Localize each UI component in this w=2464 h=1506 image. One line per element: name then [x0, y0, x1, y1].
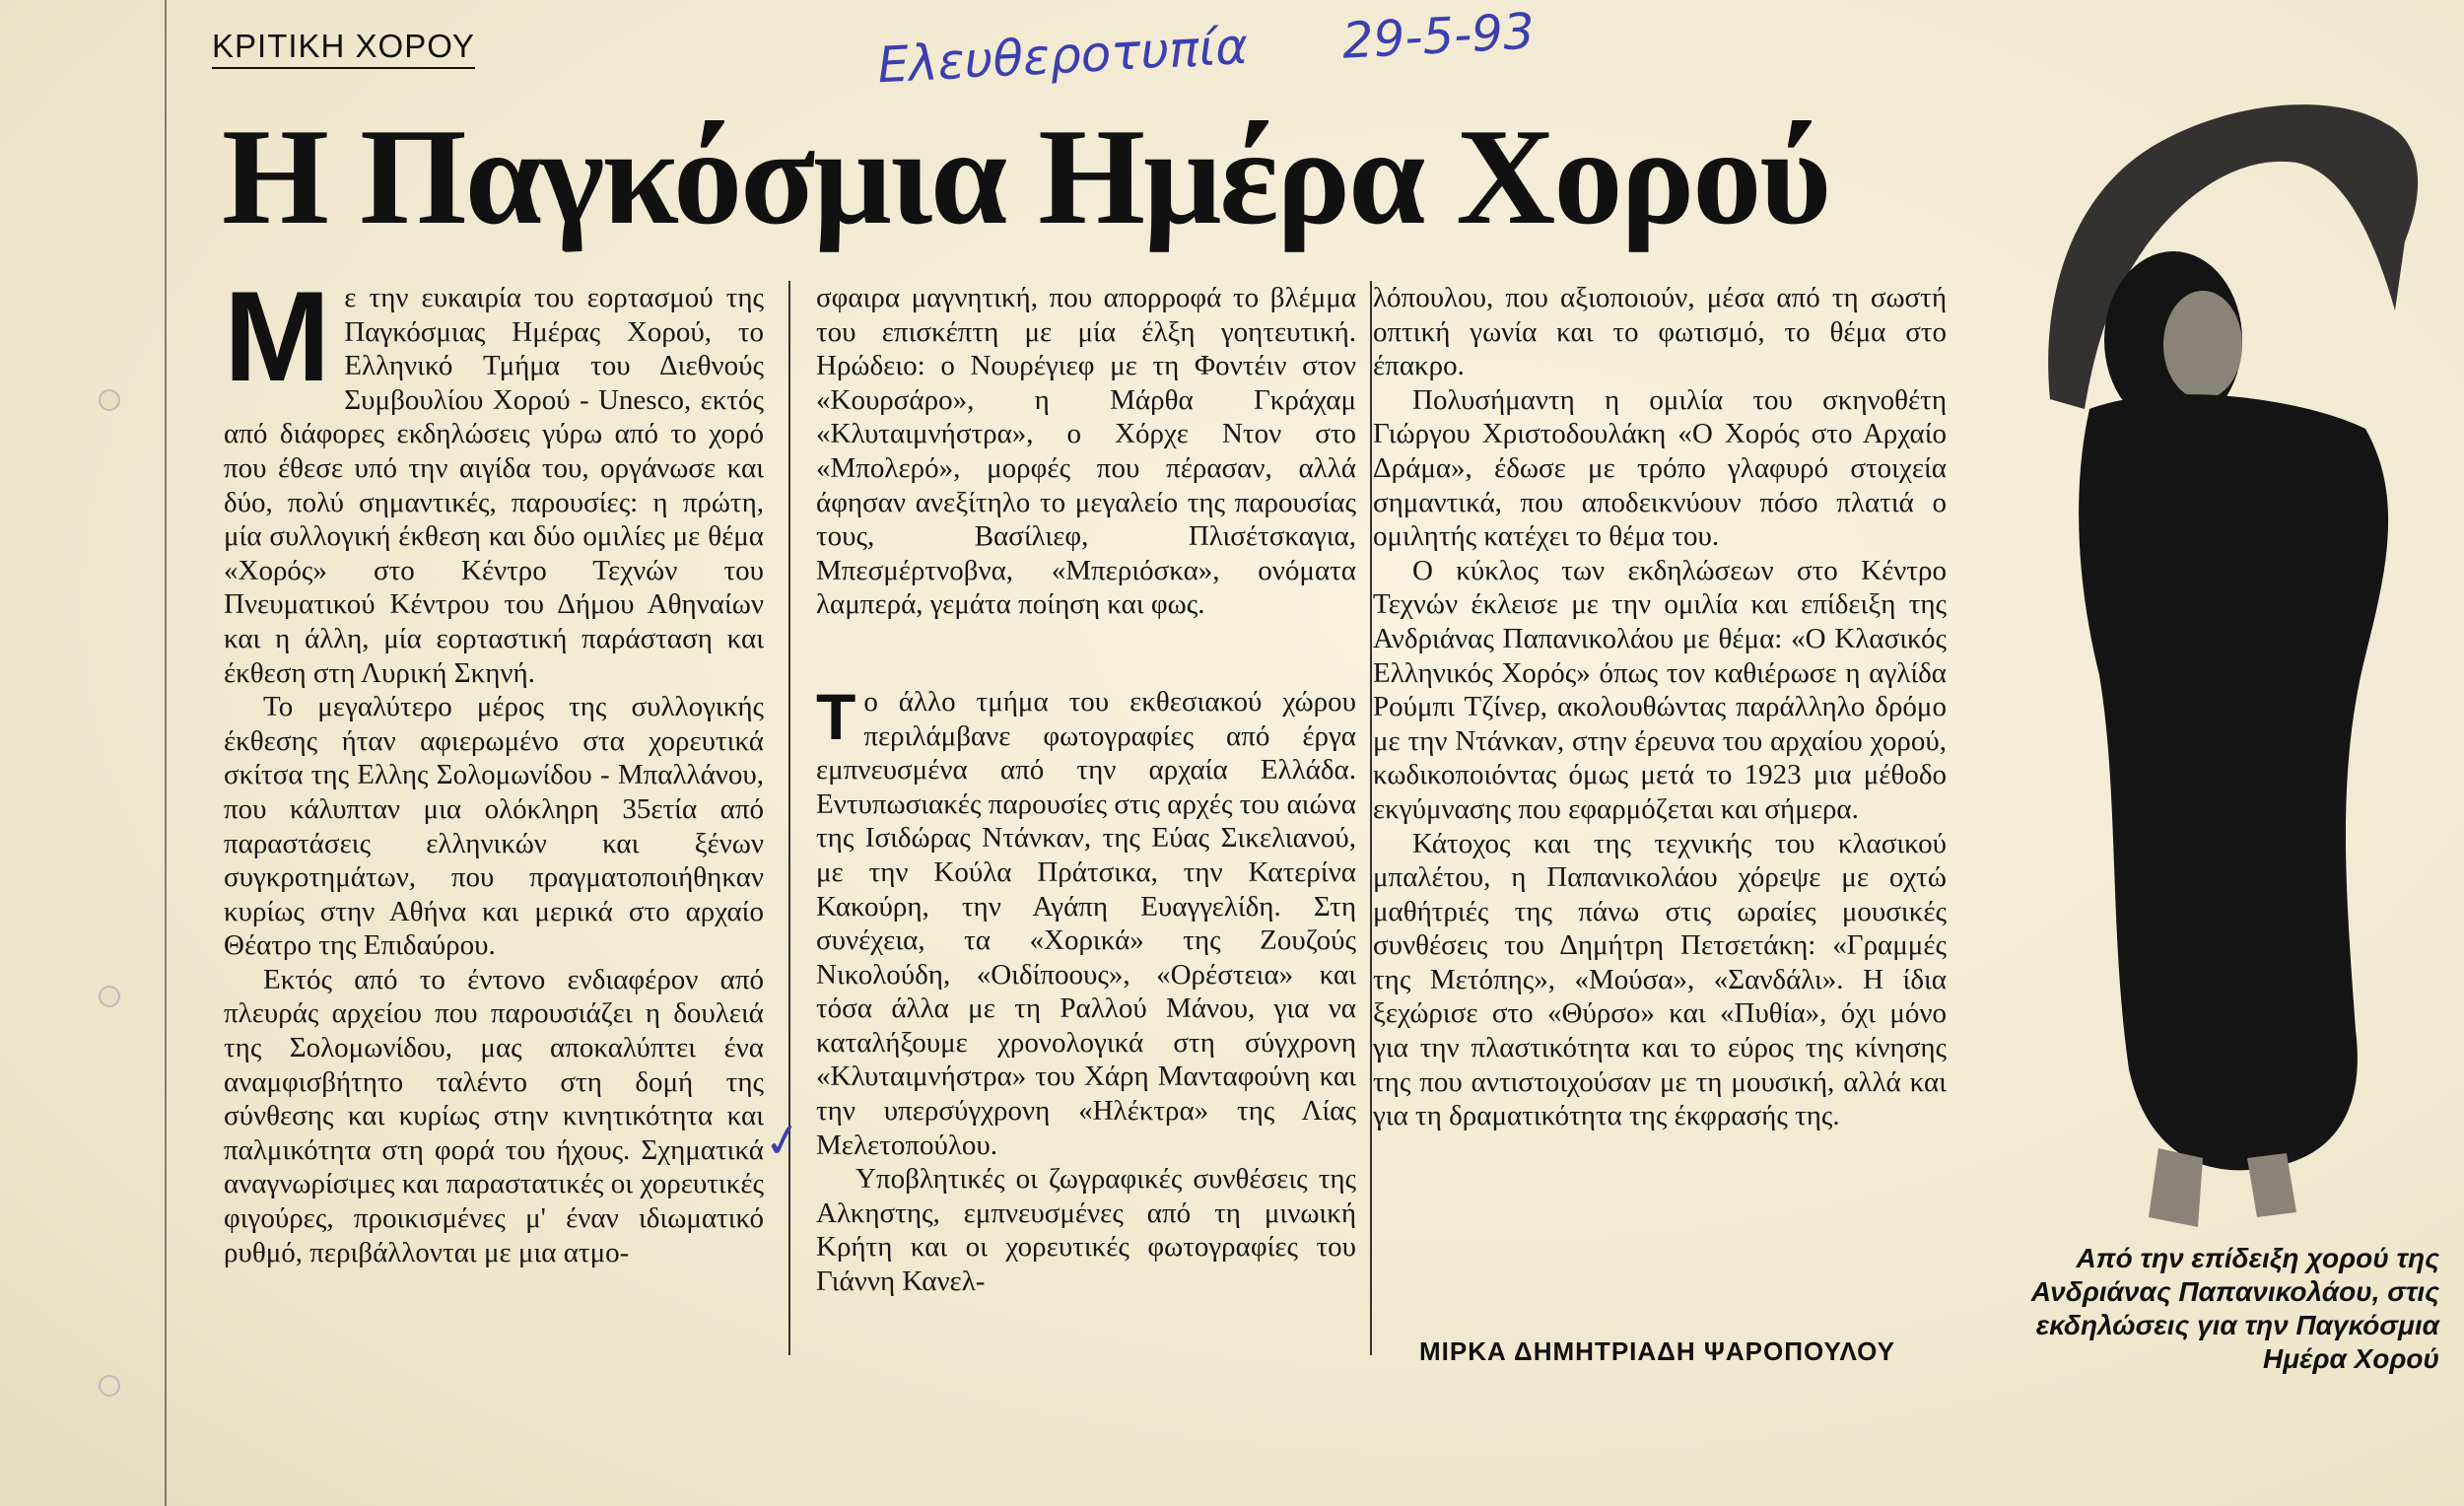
handwritten-source: Ελευθεροτυπία	[875, 17, 1250, 95]
paragraph: Εκτός από το έντονο ενδιαφέρον από πλευράς αρχείου που παρουσιάζει η δουλειά της Σολομωνίδου, μας αποκαλύπτει ένα αναμφισβήτητο ταλέντο στη δομή της σύνθεσης και κυρίως στην κινητικότητα και παλμικότητα στη φορά του ήχους. Σχηματικά αναγνωρίσιμες και παραστατικές οι χορευτικές φιγούρες, προικισμένες μ' έναν ιδιωματικό ρυθμό, περιβάλλονται με μια ατμο-	[224, 963, 764, 1268]
punch-hole	[99, 986, 120, 1007]
column-rule	[1370, 281, 1372, 1355]
article-column-2	[816, 281, 1356, 1299]
dancer-photo	[2011, 84, 2444, 1266]
section-label: ΚΡΙΤΙΚΗ ΧΟΡΟΥ	[212, 28, 475, 69]
punch-hole	[99, 389, 120, 411]
article-headline: Η Παγκόσμια Ημέρα Χορού	[222, 101, 1829, 253]
punch-hole	[99, 1375, 120, 1397]
paragraph: Με την ευκαιρία του εορτασμού της Παγκόσμιας Ημέρας Χορού, το Ελληνικό Τμήμα του Διεθνούς Συμβουλίου Χορού - Unesco, εκτός από διάφορες εκδηλώσεις γύρω από το χορό που έθεσε υπό την αιγίδα του, οργάνωσε και δύο, πολύ σημαντικές, παρουσίες: η πρώτη, μία συλλογική έκθεση και δύο ομιλίες με θέμα «Χορός» στο Κέντρο Τεχνών του Πνευματικού Κέντρου του Δήμου Αθηναίων και η άλλη, μία εορταστική παράσταση και έκθεση στη Λυρική Σκηνή.	[224, 264, 764, 689]
handwritten-check-mark: ✓	[759, 1111, 806, 1170]
handwritten-date: 29-5-93	[1340, 2, 1537, 70]
paragraph: λόπουλου, που αξιοποιούν, μέσα από τη σωστή οπτική γωνία και το φωτισμό, το θέμα στο έπακρο.	[1373, 282, 1947, 382]
drop-cap: Τ	[816, 679, 856, 753]
paragraph: Πολυσήμαντη η ομιλία του σκηνοθέτη Γιώργου Χριστοδουλάκη «Ο Χορός στο Αρχαίο Δράμα», έδωσε με τρόπο γλαφυρό στοιχεία σημαντικά, που αποδεικνύουν πόσο πλατιά ο ομιλητής κατέχει το θέμα του.	[1373, 383, 1947, 553]
column-rule	[788, 281, 790, 1355]
paragraph: Ο κύκλος των εκδηλώσεων στο Κέντρο Τεχνών έκλεισε με την ομιλία και επίδειξη της Ανδριάνας Παπανικολάου με θέμα: «Ο Κλασικός Ελληνικός Χορός» όπως τον καθιέρωσε η αγλίδα Ρούμπι Τζίνερ, ακολουθώντας παράλληλο δρόμο με την Ντάνκαν, στην έρευνα του αρχαίου χορού, κωδικοποιόντας όμως μετά το 1923 μια μέθοδο εκγύμνασης που εφαρμόζεται και σήμερα.	[1373, 554, 1947, 825]
paragraph: Κάτοχος και της τεχνικής του κλασικού μπαλέτου, η Παπανικολάου χόρεψε με οχτώ μαθήτριές της πάνω στις ωραίες μουσικές συνθέσεις του Δημήτρη Πετσετάκη: «Γραμμές της Μετόπης», «Μούσα», «Σανδάλι». Η ίδια ξεχώρισε στο «Θύρσο» και «Πυθία», όχι μόνο για την πλαστικότητα και το εύρος της κίνησης της που αντιστοιχούσαν με τη μουσική, αλλά και για τη δραματικότητα της έκφρασής της.	[1373, 827, 1947, 1132]
paragraph: Το μεγαλύτερο μέρος της συλλογικής έκθεσης ήταν αφιερωμένο στα χορευτικά σκίτσα της Ελλης Σολομωνίδου - Μπαλλάνου, που κάλυπταν μια ολόκληρη 35ετία από παραστάσεις ελληνικών και ξένων συγκροτημάτων, που πραγματοποιήθηκαν κυρίως στην Αθήνα και μερικά στο αρχαίο Θέατρο της Επιδαύρου.	[224, 691, 764, 962]
photo-caption: Από την επίδειξη χορού της Ανδριάνας Παπανικολάου, στις εκδηλώσεις για την Παγκόσμια Ημέρα Χορού	[2030, 1243, 2439, 1374]
paragraph: Υποβλητικές οι ζωγραφικές συνθέσεις της Αλκηστης, εμπνευσμένες από τη μινωική Κρήτη και οι χορευτικές φωτογραφίες του Γιάννη Κανελ-	[816, 1163, 1356, 1298]
paragraph: Το άλλο τμήμα του εκθεσιακού χώρου περιλάμβανε φωτογραφίες από έργα εμπνευσμένα από την αρχαία Ελλάδα. Εντυπωσιακές παρουσίες στις αρχές του αιώνα της Ισιδώρας Ντάνκαν, της Εύας Σικελιανού, με την Κούλα Πράτσικα, την Κατερίνα Κακούρη, την Αγάπη Ευαγγελίδη. Στη συνέχεια, τα «Χορικά» της Ζουζούς Νικολούδη, «Οιδίποους», «Ορέστεια» και τόσα άλλα με τη Ραλλού Μάνου, για να καταλήξουμε χρονολογικά στη σύγχρονη «Κλυταιμνήστρα» του Χάρη Μανταφούνη και την υπερσύγχρονη «Ηλέκτρα» της Λίας Μελετοπούλου.	[816, 679, 1356, 1161]
paragraph: σφαιρα μαγνητική, που απορροφά το βλέμμα του επισκέπτη με μία έλξη γοητευτική. Ηρώδειο: ο Νουρέγιεφ με τη Φοντέιν στον «Κουρσάρο», η Μάρθα Γκράχαμ «Κλυταιμνήστρα», ο Χόρχε Ντον στο «Μπολερό», μορφές που πέρασαν, αλλά άφησαν ανεξίτηλο το μεγαλείο της παρουσίας τους, Βασίλιεφ, Πλισέτσκαγια, Μπεσμέρτνοβνα, «Μπεριόσκα», ονόματα λαμπερά, γεμάτα ποίηση και φως.	[816, 282, 1356, 621]
article-column-1	[224, 264, 764, 1269]
article-column-3	[1373, 281, 1947, 1133]
author-byline: ΜΙΡΚΑ ΔΗΜΗΤΡΙΑΔΗ ΨΑΡΟΠΟΥΛΟΥ	[1419, 1336, 1895, 1366]
bleed-through-left	[2, 0, 167, 1506]
drop-cap: Μ	[224, 264, 331, 408]
